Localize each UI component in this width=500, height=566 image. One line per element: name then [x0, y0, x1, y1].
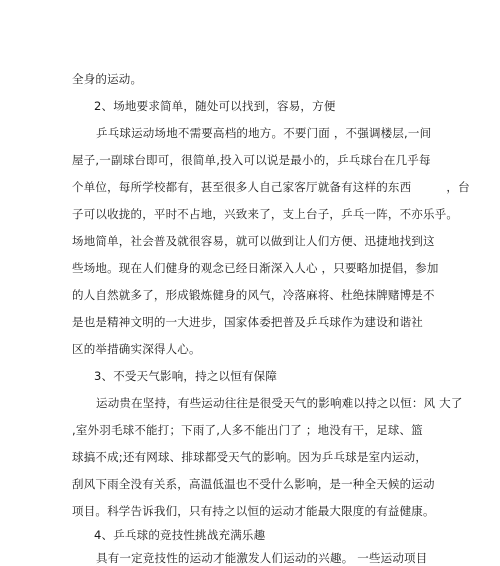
- paragraph-line: 运动贵在坚持，有些运动往往是很受天气的影响难以持之以恒：风 大了: [96, 396, 463, 410]
- paragraph-line: 些场地。现在人们健身的观念已经日渐深入人心 ，只要略加提倡，参加: [72, 261, 439, 275]
- section-heading-3: 3、不受天气影响，持之以恒有保障: [94, 369, 278, 383]
- paragraph-line: 个单位，每所学校都有，甚至很多人自己家客厅就备有这样的东西 ，台: [72, 180, 470, 194]
- section-heading-2: 2、场地要求简单，随处可以找到，容易，方便: [94, 99, 336, 113]
- paragraph-line: 区的举措确实深得人心。: [72, 342, 201, 356]
- paragraph-line: 具有一定竞技性的运动才能激发人们运动的兴趣。 一些运动项目: [96, 551, 428, 565]
- paragraph-line: 全身的运动。: [72, 72, 143, 86]
- paragraph-line: 是也是精神文明的一大进步，国家体委把普及乒乓球作为建设和谐社: [72, 315, 423, 329]
- paragraph-line: ,室外羽毛球不能打；下雨了,人多不能出门了 ；地没有干，足球、篮: [72, 423, 423, 437]
- paragraph-line: 场地简单，社会普及就很容易，就可以做到让人们方便、迅捷地找到这: [72, 234, 435, 248]
- paragraph-line: 屋子,一副球台即可，很简单,投入可以说是最小的，乒乓球台在几乎每: [72, 153, 431, 167]
- paragraph-line: 刮风下雨全没有关系，高温低温也不受什么影响，是一种全天候的运动: [72, 477, 435, 491]
- section-heading-4: 4、乒乓球的竞技性挑战充满乐趣: [94, 528, 266, 542]
- paragraph-line: 乒乓球运动场地不需要高档的地方。不要门面 ，不强调楼层,一间: [96, 126, 432, 140]
- paragraph-line: 球搞不成;还有网球、排球都受天气的影响。因为乒乓球是室内运动，: [72, 450, 428, 464]
- paragraph-line: 的人自然就多了，形成锻炼健身的风气，冷落麻将、杜绝抹牌赌博是不: [72, 288, 435, 302]
- paragraph-line: 项目。科学告诉我们，只有持之以恒的运动才能最大限度的有益健康。: [72, 504, 435, 518]
- paragraph-line: 子可以收拢的，平时不占地，兴致来了，支上台子，乒乓一阵，不亦乐乎。: [72, 207, 459, 221]
